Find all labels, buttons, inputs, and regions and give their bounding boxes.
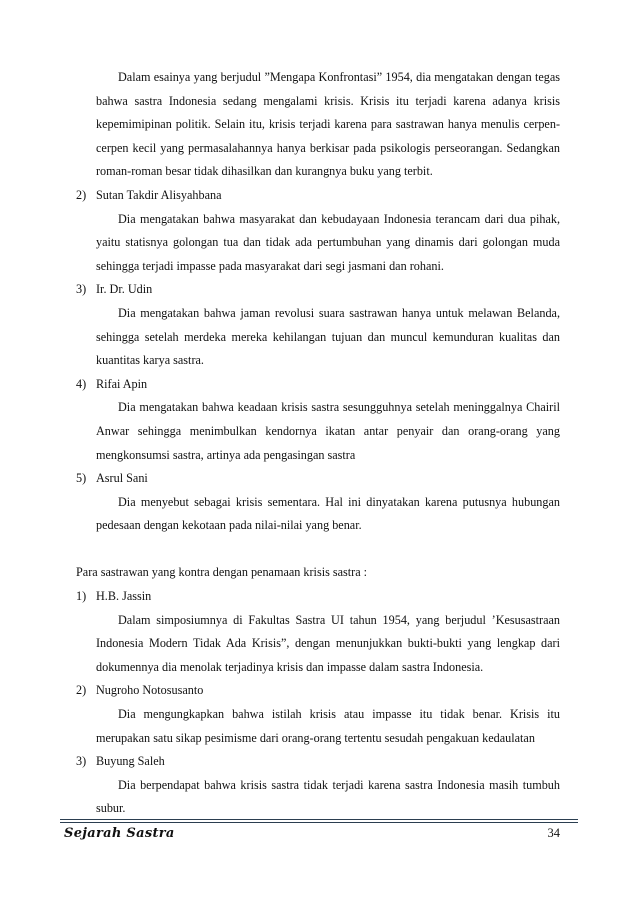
- pro-item-2: [76, 184, 560, 278]
- page-number: 34: [547, 826, 560, 840]
- list-number: 3): [76, 754, 87, 769]
- writer-name: Nugroho Notosusanto: [96, 683, 204, 698]
- writer-paragraph: Dalam simposiumnya di Fakultas Sastra UI tahun 1954, yang berjudul ’Kesusastraan Indonesia Modern Tidak Ada Krisis”, dengan menunjukkan bukti-bukti yang lengkap dari dokumennya dia menolak terjadinya krisis dan impasse dalam sastra Indonesia.: [96, 612, 560, 674]
- body-text: [76, 66, 560, 821]
- writer-name: H.B. Jassin: [96, 589, 152, 604]
- list-number: 3): [76, 282, 87, 297]
- contra-item-3: [76, 750, 560, 821]
- writer-name: Rifai Apin: [96, 376, 148, 391]
- footer-rule-thin: [60, 822, 578, 823]
- writer-paragraph: Dia mengungkapkan bahwa istilah krisis atau impasse itu tidak benar. Krisis itu merupakan satu sikap pesimisme dari orang-orang tertentu sesudah pengakuan kedaulatan: [96, 707, 560, 745]
- contra-heading: Para sastrawan yang kontra dengan penamaan krisis sastra :: [76, 565, 368, 580]
- list-number: 1): [76, 589, 87, 604]
- writer-name: Buyung Saleh: [96, 754, 165, 769]
- intro-paragraph: Dalam esainya yang berjudul ”Mengapa Konfrontasi” 1954, dia mengatakan dengan tegas bahwa sastra Indonesia sedang mengalami krisis. Krisis itu terjadi karena adanya krisis kepemimipinan politik. Selain itu, krisis terjadi karena para sastrawan hanya menulis cerpen-cerpen kecil yang permasalahannya hanya berkisar pada psikologis perseorangan. Sedangkan roman-roman besar tidak dihasilkan dan kurangnya buku yang terbit.: [96, 70, 560, 179]
- writer-name: Ir. Dr. Udin: [96, 282, 153, 297]
- writer-paragraph: Dia mengatakan bahwa masyarakat dan kebudayaan Indonesia terancam dari dua pihak, yaitu statisnya golongan tua dan tidak ada pertumbuhan yang dinamis dari golongan muda sehingga terjadi impasse pada masyarakat dari segi jasmani dan rohani.: [96, 211, 560, 273]
- list-number: 4): [76, 376, 87, 391]
- pro-item-3: [76, 278, 560, 372]
- contra-item-1: [76, 585, 560, 679]
- footer-title: Sejarah Sastra: [64, 826, 175, 841]
- writer-paragraph: Dia mengatakan bahwa keadaan krisis sastra sesungguhnya setelah meninggalnya Chairil Anwar sehingga menimbulkan kendornya ikatan antar penyair dan orang-orang yang mengkonsumsi sastra, artinya ada pengasingan sastra: [96, 400, 560, 462]
- list-number: 2): [76, 187, 87, 202]
- list-number: 5): [76, 471, 87, 486]
- footer-rule: [60, 819, 578, 820]
- writer-paragraph: Dia berpendapat bahwa krisis sastra tidak terjadi karena sastra Indonesia masih tumbuh subur.: [96, 777, 560, 816]
- writer-paragraph: Dia mengatakan bahwa jaman revolusi suara sastrawan hanya untuk melawan Belanda, sehingga setelah merdeka mereka kehilangan tujuan dan muncul kemunduran kualitas dan kuantitas karya sastra.: [96, 305, 560, 368]
- section-gap: [76, 538, 560, 562]
- list-number: 2): [76, 683, 87, 698]
- writer-name: Asrul Sani: [96, 471, 148, 486]
- pro-item-5: [76, 467, 560, 538]
- contra-item-2: [76, 679, 560, 750]
- writer-name: Sutan Takdir Alisyahbana: [96, 187, 222, 202]
- writer-paragraph: Dia menyebut sebagai krisis sementara. Hal ini dinyatakan karena putusnya hubungan pedesaan dengan kekotaan pada nilai-nilai yang benar.: [96, 494, 560, 533]
- pro-item-4: [76, 373, 560, 467]
